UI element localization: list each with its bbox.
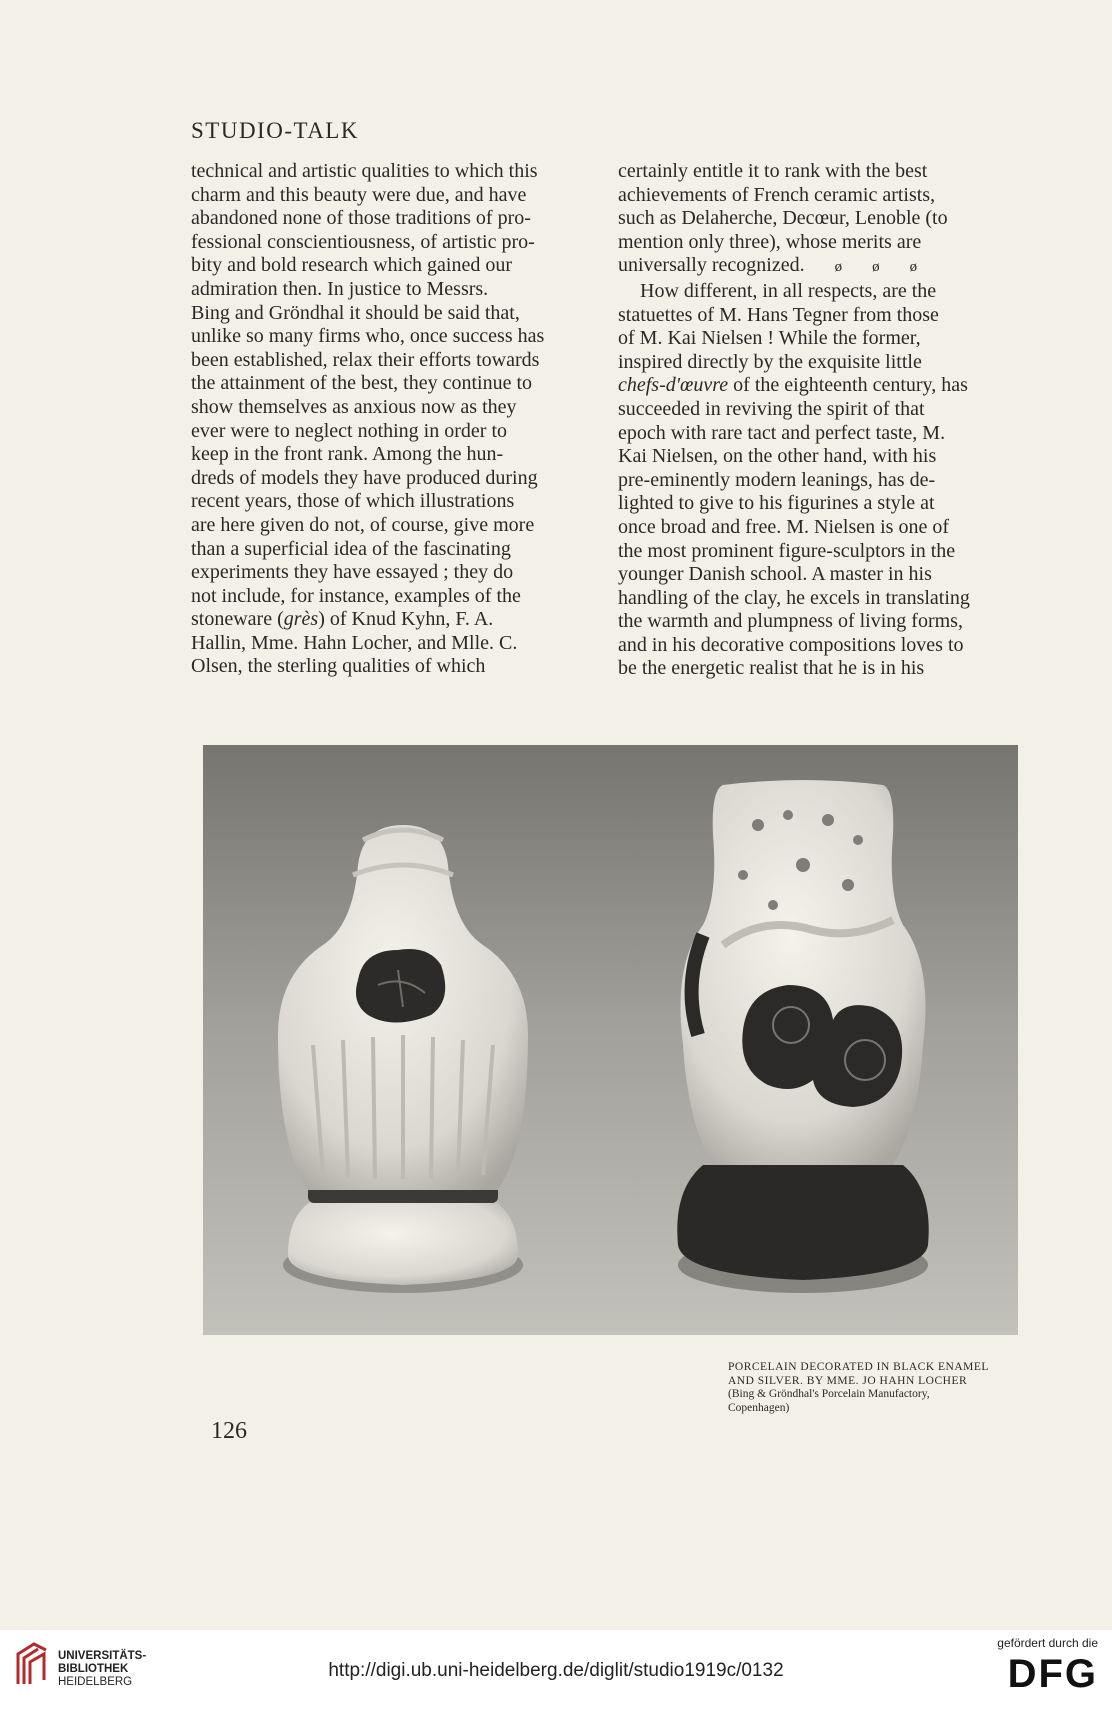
text-fragment: of the eighteenth century, has bbox=[728, 374, 968, 397]
text-line: and in his decorative compositions loves to bbox=[618, 633, 964, 656]
text-line: unlike so many firms who, once success has bbox=[191, 325, 545, 348]
text-line: abandoned none of those traditions of pro- bbox=[191, 207, 531, 230]
text-line: been established, relax their efforts towards bbox=[191, 348, 540, 371]
porcelain-vases-illustration bbox=[203, 745, 1018, 1335]
text-fragment: universally recognized. bbox=[618, 254, 805, 277]
page-number: 126 bbox=[211, 1418, 247, 1444]
text-line: mention only three), whose merits are bbox=[618, 230, 922, 253]
text-line: inspired directly by the exquisite little bbox=[618, 350, 922, 373]
text-column-left bbox=[191, 160, 593, 679]
text-line: experiments they have essayed ; they do bbox=[191, 561, 514, 584]
caption-line: Copenhagen) bbox=[728, 1401, 790, 1414]
text-line: fessional conscientiousness, of artistic pro- bbox=[191, 230, 535, 253]
text-line bbox=[618, 374, 1022, 398]
text-line: Olsen, the sterling qualities of which bbox=[191, 655, 486, 678]
text-line: Bing and Gröndhal it should be said that, bbox=[191, 301, 520, 324]
text-line: bity and bold research which gained our bbox=[191, 254, 513, 277]
leaf-ornament: ø bbox=[872, 259, 880, 276]
figure-caption bbox=[728, 1361, 1024, 1415]
leaf-ornament: ø bbox=[909, 259, 918, 276]
text-line: dreds of models they have produced during bbox=[191, 466, 538, 489]
sponsor-label: gefördert durch die bbox=[997, 1636, 1098, 1650]
text-line: technical and artistic qualities to which this bbox=[191, 160, 538, 182]
dfg-logo: DFG bbox=[1007, 1652, 1098, 1696]
text-line: the most prominent figure-sculptors in the bbox=[618, 539, 956, 562]
text-line bbox=[618, 254, 1022, 280]
text-line: charm and this beauty were due, and have bbox=[191, 183, 527, 206]
caption-line: (Bing & Gröndhal's Porcelain Manufactory, bbox=[728, 1388, 930, 1400]
text-line: the warmth and plumpness of living forms, bbox=[618, 610, 963, 633]
text-fragment: stoneware ( bbox=[191, 608, 284, 631]
source-url-link[interactable]: http://digi.ub.uni-heidelberg.de/diglit/studio1919c/0132 bbox=[328, 1660, 784, 1681]
text-line: of M. Kai Nielsen ! While the former, bbox=[618, 327, 921, 350]
text-line: are here given do not, of course, give more bbox=[191, 513, 535, 536]
text-line: than a superficial idea of the fascinating bbox=[191, 537, 511, 560]
library-name-line: UNIVERSITÄTS- bbox=[58, 1650, 147, 1662]
running-head: STUDIO-TALK bbox=[191, 118, 359, 143]
text-line: the attainment of the best, they continue to bbox=[191, 372, 533, 395]
text-line: be the energetic realist that he is in his bbox=[618, 657, 925, 680]
text-line: recent years, those of which illustrations bbox=[191, 490, 515, 513]
text-line: handling of the clay, he excels in translating bbox=[618, 586, 970, 609]
text-line: Hallin, Mme. Hahn Locher, and Mlle. C. bbox=[191, 631, 518, 654]
library-name-line: BIBLIOTHEK bbox=[58, 1663, 129, 1675]
text-line: once broad and free. M. Nielsen is one of bbox=[618, 515, 949, 538]
leaf-ornament: ø bbox=[834, 259, 843, 276]
text-column-right bbox=[618, 160, 1022, 681]
library-name-line: HEIDELBERG bbox=[58, 1676, 133, 1688]
text-fragment: ) of Knud Kyhn, F. A. bbox=[318, 608, 494, 631]
text-line: succeeded in reviving the spirit of that bbox=[618, 397, 925, 420]
text-line: How different, in all respects, are the bbox=[640, 279, 937, 302]
right-vase bbox=[677, 780, 928, 1293]
italic-term: chefs-d'œuvre bbox=[618, 374, 729, 397]
text-line: ever were to neglect nothing in order to bbox=[191, 419, 507, 442]
text-line bbox=[191, 608, 593, 632]
footer-bar bbox=[0, 1630, 1112, 1717]
text-line: keep in the front rank. Among the hun- bbox=[191, 443, 504, 466]
text-line: epoch with rare tact and perfect taste, M. bbox=[618, 421, 946, 444]
caption-line: AND SILVER. BY MME. JO HAHN LOCHER bbox=[728, 1374, 968, 1387]
vase-photograph bbox=[203, 745, 1018, 1335]
text-line: admiration then. In justice to Messrs. bbox=[191, 277, 489, 300]
text-line: not include, for instance, examples of the bbox=[191, 584, 521, 607]
text-line: statuettes of M. Hans Tegner from those bbox=[618, 303, 939, 326]
text-line: lighted to give to his figurines a style at bbox=[618, 492, 935, 515]
caption-line: PORCELAIN DECORATED IN BLACK ENAMEL bbox=[728, 1361, 989, 1373]
text-line: pre-eminently modern leanings, has de- bbox=[618, 468, 936, 491]
text-line: such as Delaherche, Decœur, Lenoble (to bbox=[618, 207, 948, 230]
text-line: achievements of French ceramic artists, bbox=[618, 183, 936, 206]
italic-term: grès bbox=[283, 608, 319, 631]
text-line: Kai Nielsen, on the other hand, with his bbox=[618, 445, 937, 468]
text-line: certainly entitle it to rank with the best bbox=[618, 160, 928, 182]
text-line: show themselves as anxious now as they bbox=[191, 395, 517, 418]
text-line: younger Danish school. A master in his bbox=[618, 563, 932, 586]
